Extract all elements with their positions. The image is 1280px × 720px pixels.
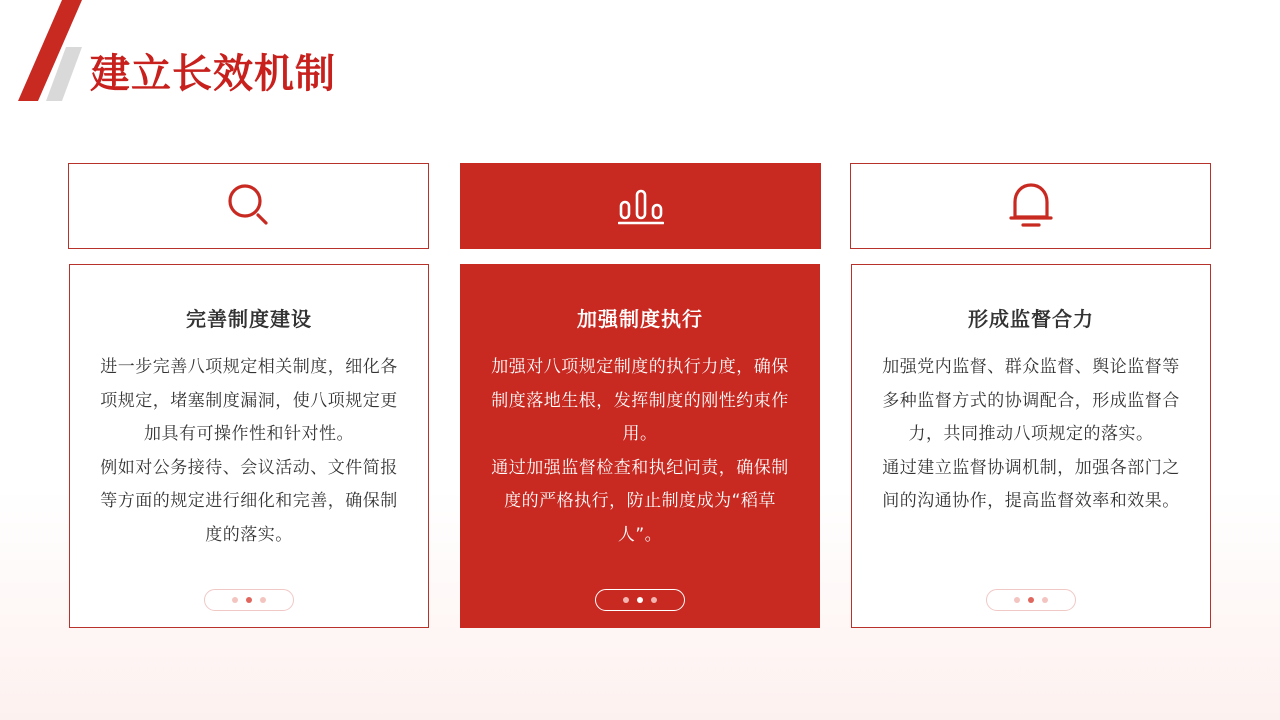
card-title: 形成监督合力 xyxy=(968,307,1094,331)
card-title: 完善制度建设 xyxy=(186,307,312,331)
dot xyxy=(232,597,238,603)
card-paragraph: 通过加强监督检查和执纪问责，确保制度的严格执行，防止制度成为“稻草人”。 xyxy=(491,457,789,545)
dot xyxy=(651,597,657,603)
pagination-dots xyxy=(204,589,294,611)
icon-box-1 xyxy=(68,163,429,249)
bell-icon xyxy=(1007,181,1055,231)
dot xyxy=(637,597,643,603)
pagination-dots xyxy=(986,589,1076,611)
dot xyxy=(1014,597,1020,603)
card-1 xyxy=(69,264,429,628)
dot xyxy=(246,597,252,603)
card-body xyxy=(880,351,1182,519)
dot xyxy=(260,597,266,603)
card-title: 加强制度执行 xyxy=(577,307,703,331)
card-paragraph: 加强对八项规定制度的执行力度，确保制度落地生根，发挥制度的刚性约束作用。 xyxy=(491,357,789,444)
card-paragraph: 通过建立监督协调机制，加强各部门之间的沟通协作，提高监督效率和效果。 xyxy=(882,457,1180,511)
dot xyxy=(1028,597,1034,603)
card-2 xyxy=(460,264,820,628)
dot xyxy=(623,597,629,603)
card-paragraph: 加强党内监督、群众监督、舆论监督等多种监督方式的协调配合，形成监督合力，共同推动八项规定的落实。 xyxy=(882,357,1180,444)
card-body xyxy=(98,351,400,552)
bar-chart-icon xyxy=(618,186,664,226)
card-paragraph: 例如对公务接待、会议活动、文件简报等方面的规定进行细化和完善，确保制度的落实。 xyxy=(100,457,398,545)
card-paragraph: 进一步完善八项规定相关制度，细化各项规定，堵塞制度漏洞，使八项规定更加具有可操作性和针对性。 xyxy=(100,357,398,444)
card-3 xyxy=(851,264,1211,628)
card-body xyxy=(489,351,791,552)
search-icon xyxy=(225,182,273,230)
dot xyxy=(1042,597,1048,603)
icon-box-2 xyxy=(460,163,821,249)
icon-box-3 xyxy=(850,163,1211,249)
pagination-dots xyxy=(595,589,685,611)
page-title: 建立长效机制 xyxy=(90,51,336,97)
